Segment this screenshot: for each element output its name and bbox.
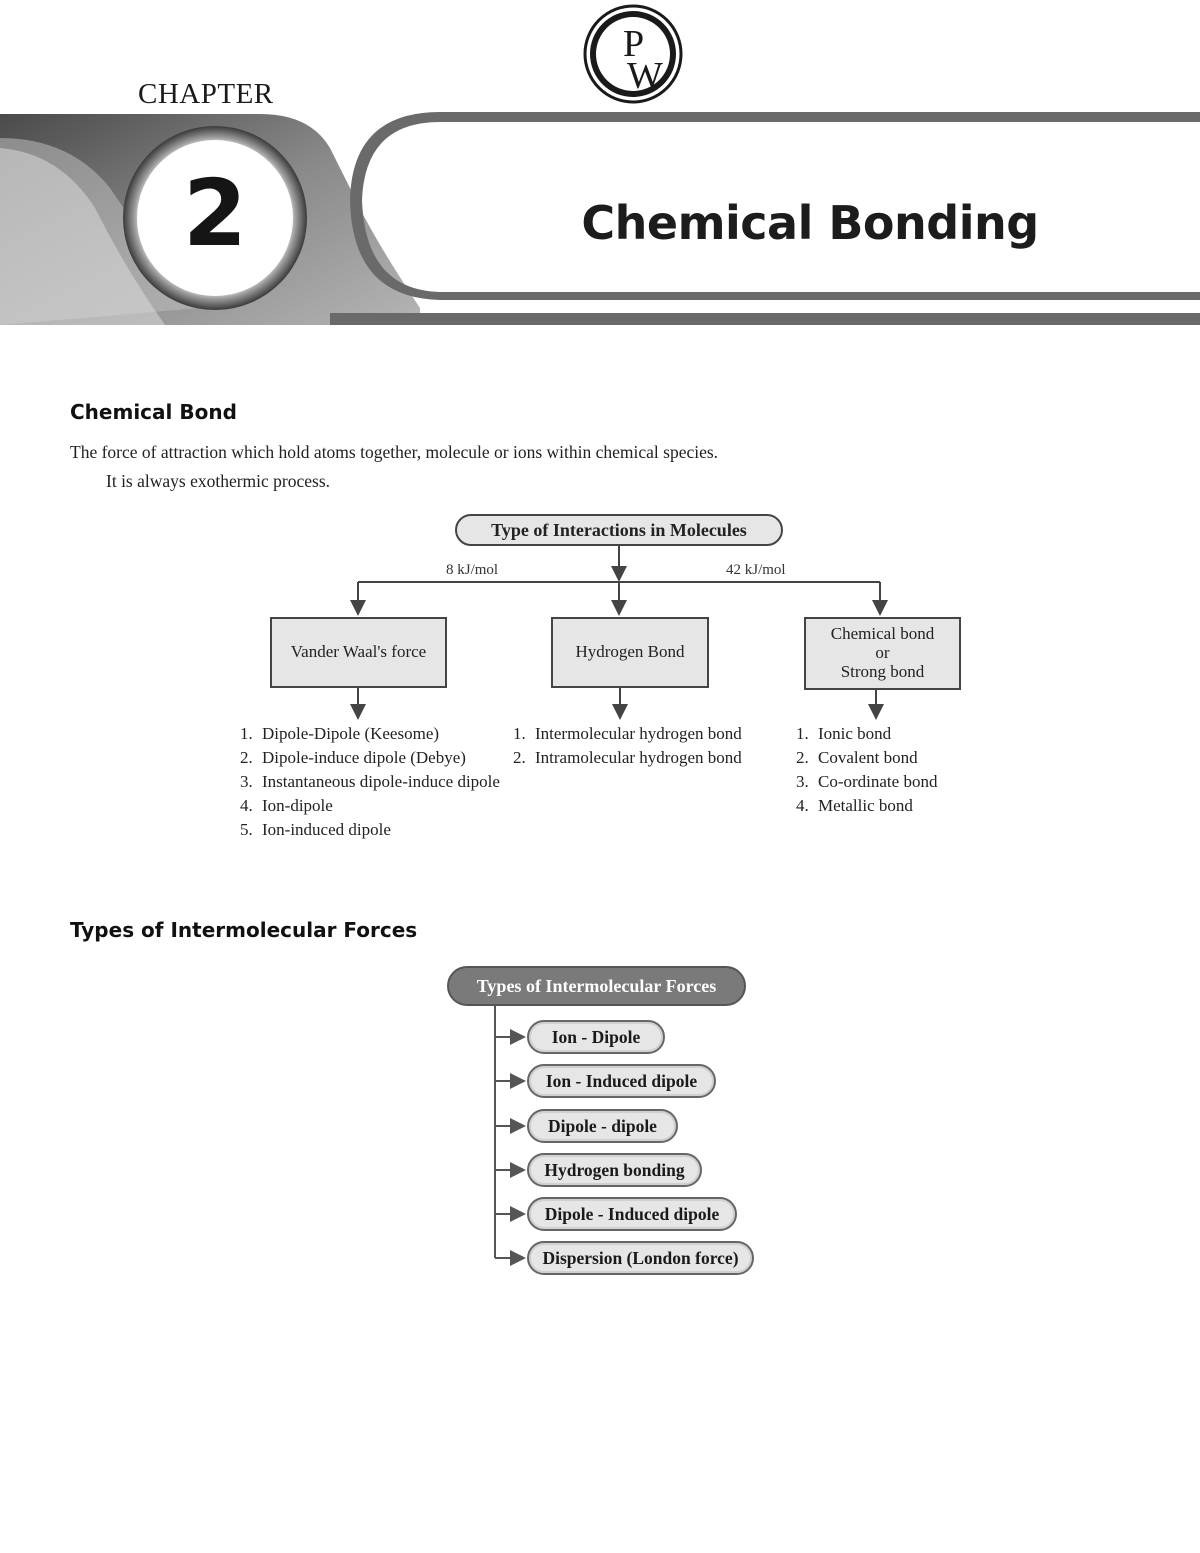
flowchart-interactions-connectors [0,500,1200,900]
pw-logo [583,4,683,104]
chapter-label: CHAPTER [138,78,274,110]
section-heading-intermolecular-forces: Types of Intermolecular Forces [70,918,418,942]
hydrogen-bond-list [513,722,753,770]
list-item: 2. Covalent bond [796,748,918,767]
definition-paragraph: The force of attraction which hold atoms together, molecule or ions within chemical species. [70,442,719,462]
chemical-bond-node-line1: Chemical bond [830,624,935,644]
node-ion-induced-dipole: Ion - Induced dipole [527,1064,716,1098]
chemical-bond-list [796,722,996,818]
chemical-bond-node [804,617,961,690]
hydrogen-bond-node: Hydrogen Bond [551,617,709,688]
chemical-bond-node-line2: or [875,643,890,663]
energy-label-right: 42 kJ/mol [726,562,786,578]
list-item: 1. Intermolecular hydrogen bond [513,724,742,743]
list-item: 2. Dipole-induce dipole (Debye) [240,748,466,767]
list-item: 4. Ion-dipole [240,796,333,815]
chemical-bond-node-line3: Strong bond [840,661,925,681]
node-dipole-dipole: Dipole - dipole [527,1109,678,1143]
list-item: 4. Metallic bond [796,796,913,815]
section-heading-chemical-bond: Chemical Bond [70,400,237,424]
intermolecular-root-node: Types of Intermolecular Forces [447,966,746,1006]
list-item: 1. Ionic bond [796,724,892,743]
vander-waals-list [240,722,500,842]
exothermic-note: It is always exothermic process. [106,471,331,491]
list-item: 3. Co-ordinate bond [796,772,938,791]
list-item: 1. Dipole-Dipole (Keesome) [240,724,440,743]
chapter-title: Chemical Bonding [581,196,1039,250]
list-item: 2. Intramolecular hydrogen bond [513,748,742,767]
node-dipole-induced-dipole: Dipole - Induced dipole [527,1197,737,1231]
list-item: 5. Ion-induced dipole [240,820,391,839]
chapter-number: 2 [182,160,247,267]
interactions-root-node: Type of Interactions in Molecules [455,514,783,546]
list-item: 3. Instantaneous dipole-induce dipole [240,772,500,791]
energy-label-left: 8 kJ/mol [446,562,499,578]
node-dispersion: Dispersion (London force) [527,1241,754,1275]
node-ion-dipole: Ion - Dipole [527,1020,665,1054]
svg-text:W: W [627,55,663,97]
vander-waals-node: Vander Waal's force [270,617,447,688]
node-hydrogen-bonding: Hydrogen bonding [527,1153,702,1187]
svg-text:P: P [623,23,645,65]
